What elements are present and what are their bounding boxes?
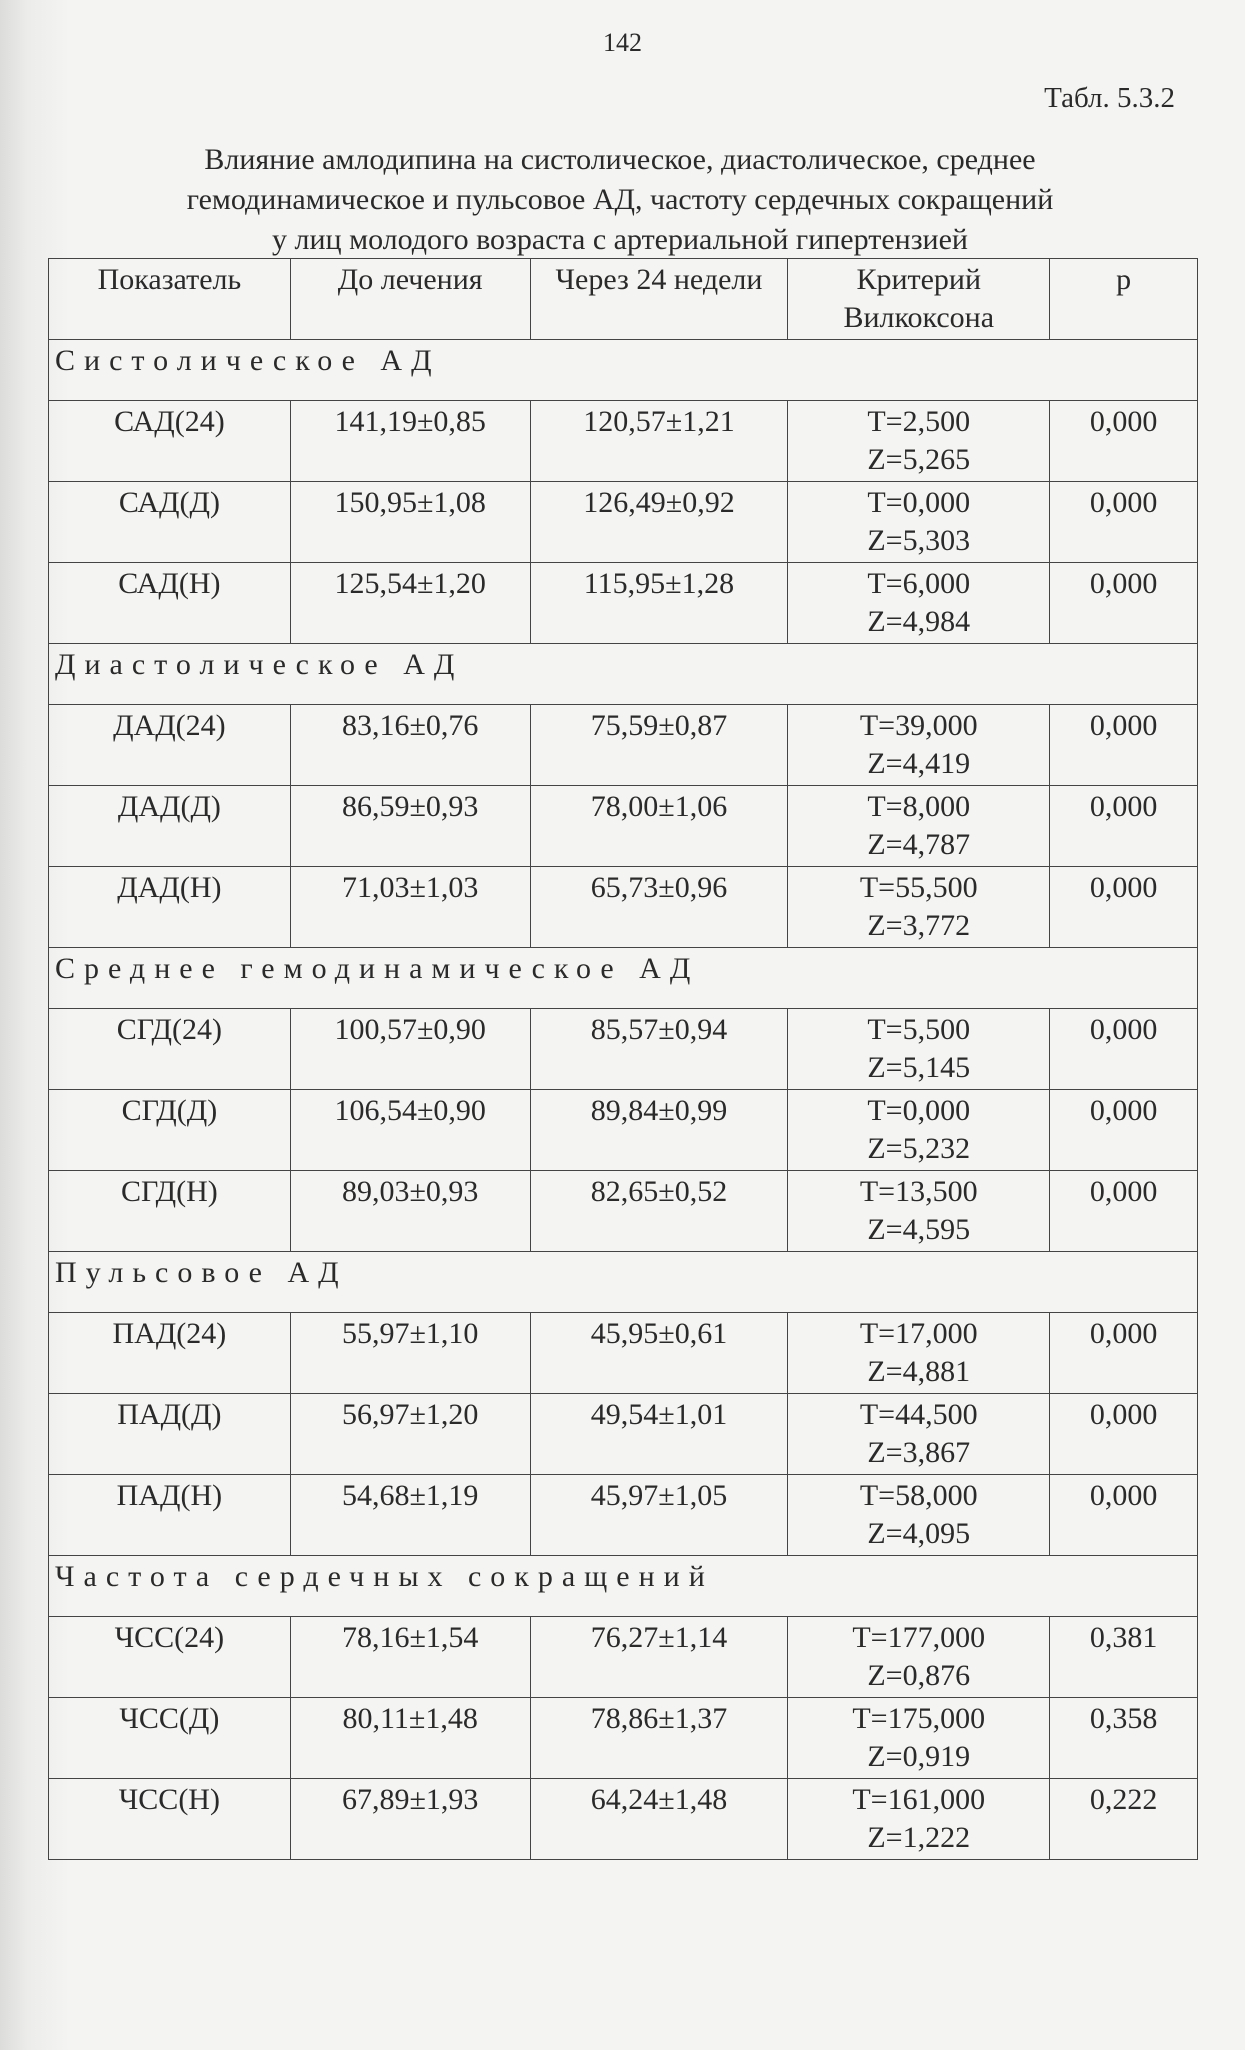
caption-line: Влияние амлодипина на систолическое, диастолическое, среднее [204,143,1036,176]
section-title: Частота сердечных сокращений [49,1556,1198,1617]
after-value-cell: 65,73±0,96 [530,867,788,948]
criterion-z-value: Z=4,095 [867,1517,971,1550]
section-row [49,948,1198,1009]
criterion-cell [788,867,1050,948]
after-value-cell: 75,59±0,87 [530,705,788,786]
criterion-t-value: T=39,000 [859,709,978,742]
criterion-z-value: Z=4,787 [867,828,971,861]
criterion-cell [788,786,1050,867]
p-value-cell: 0,358 [1050,1698,1198,1779]
p-value-cell: 0,000 [1050,1171,1198,1252]
criterion-z-value: Z=5,303 [867,524,971,557]
after-value-cell: 64,24±1,48 [530,1779,788,1860]
before-value-cell: 54,68±1,19 [290,1475,530,1556]
criterion-t-value: T=8,000 [867,790,971,823]
criterion-z-value: Z=5,145 [867,1051,971,1084]
before-value-cell: 89,03±0,93 [290,1171,530,1252]
indicator-cell: СГД(Н) [49,1171,291,1252]
criterion-t-value: T=0,000 [867,486,971,519]
indicator-cell: ПАД(Д) [49,1394,291,1475]
p-value-cell: 0,000 [1050,401,1198,482]
indicator-cell: САД(Н) [49,563,291,644]
table-row [49,1698,1198,1779]
section-row [49,644,1198,705]
criterion-cell [788,1475,1050,1556]
p-value-cell: 0,000 [1050,1475,1198,1556]
criterion-t-value: T=175,000 [852,1702,986,1735]
criterion-t-value: T=58,000 [859,1479,978,1512]
criterion-cell [788,1779,1050,1860]
after-value-cell: 126,49±0,92 [530,482,788,563]
table-row [49,563,1198,644]
section-row [49,340,1198,401]
p-value-cell: 0,000 [1050,482,1198,563]
results-table [48,258,1198,1860]
before-value-cell: 80,11±1,48 [290,1698,530,1779]
p-value-cell: 0,000 [1050,1394,1198,1475]
before-value-cell: 100,57±0,90 [290,1009,530,1090]
criterion-t-value: T=55,500 [859,871,978,904]
table-row [49,1090,1198,1171]
criterion-z-value: Z=3,867 [867,1436,971,1469]
criterion-cell [788,1009,1050,1090]
before-value-cell: 56,97±1,20 [290,1394,530,1475]
after-value-cell: 82,65±0,52 [530,1171,788,1252]
p-value-cell: 0,000 [1050,1090,1198,1171]
criterion-t-value: T=2,500 [867,405,971,438]
indicator-cell: СГД(24) [49,1009,291,1090]
before-value-cell: 141,19±0,85 [290,401,530,482]
column-header-criterion: Критерий Вилкоксона [788,259,1050,340]
table-caption [100,140,1140,260]
criterion-z-value: Z=3,772 [867,909,971,942]
section-title: Систолическое АД [49,340,1198,401]
criterion-z-value: Z=1,222 [867,1821,971,1854]
p-value-cell: 0,000 [1050,563,1198,644]
table-row [49,705,1198,786]
p-value-cell: 0,222 [1050,1779,1198,1860]
indicator-cell: САД(Д) [49,482,291,563]
page-number: 142 [603,28,642,57]
after-value-cell: 120,57±1,21 [530,401,788,482]
criterion-z-value: Z=4,419 [867,747,971,780]
table-header-row [49,259,1198,340]
criterion-cell [788,401,1050,482]
p-value-cell: 0,000 [1050,786,1198,867]
indicator-cell: ДАД(Н) [49,867,291,948]
after-value-cell: 115,95±1,28 [530,563,788,644]
after-value-cell: 76,27±1,14 [530,1617,788,1698]
column-header-p: р [1050,259,1198,340]
table-row [49,401,1198,482]
criterion-z-value: Z=0,919 [867,1740,971,1773]
criterion-cell [788,1698,1050,1779]
before-value-cell: 86,59±0,93 [290,786,530,867]
after-value-cell: 49,54±1,01 [530,1394,788,1475]
p-value-cell: 0,000 [1050,1313,1198,1394]
before-value-cell: 67,89±1,93 [290,1779,530,1860]
indicator-cell: ДАД(Д) [49,786,291,867]
table-row [49,1617,1198,1698]
table-row [49,482,1198,563]
criterion-t-value: T=44,500 [859,1398,978,1431]
table-row [49,867,1198,948]
table-row [49,1313,1198,1394]
criterion-z-value: Z=5,265 [867,443,971,476]
indicator-cell: ЧСС(24) [49,1617,291,1698]
after-value-cell: 89,84±0,99 [530,1090,788,1171]
criterion-z-value: Z=5,232 [867,1132,971,1165]
criterion-t-value: T=5,500 [867,1013,971,1046]
indicator-cell: ДАД(24) [49,705,291,786]
section-title: Пульсовое АД [49,1252,1198,1313]
table-row [49,1475,1198,1556]
criterion-cell [788,482,1050,563]
criterion-t-value: T=177,000 [852,1621,986,1654]
p-value-cell: 0,000 [1050,705,1198,786]
section-row [49,1556,1198,1617]
section-title: Среднее гемодинамическое АД [49,948,1198,1009]
table-row [49,1009,1198,1090]
criterion-t-value: T=6,000 [867,567,971,600]
table-row [49,786,1198,867]
after-value-cell: 78,86±1,37 [530,1698,788,1779]
criterion-t-value: T=13,500 [859,1175,978,1208]
before-value-cell: 150,95±1,08 [290,482,530,563]
section-row [49,1252,1198,1313]
criterion-t-value: T=17,000 [859,1317,978,1350]
table-body [49,340,1198,1860]
p-value-cell: 0,381 [1050,1617,1198,1698]
criterion-t-value: T=161,000 [852,1783,986,1816]
indicator-cell: ПАД(Н) [49,1475,291,1556]
p-value-cell: 0,000 [1050,1009,1198,1090]
before-value-cell: 78,16±1,54 [290,1617,530,1698]
after-value-cell: 45,95±0,61 [530,1313,788,1394]
criterion-t-value: T=0,000 [867,1094,971,1127]
criterion-cell [788,1313,1050,1394]
before-value-cell: 106,54±0,90 [290,1090,530,1171]
table-row [49,1779,1198,1860]
before-value-cell: 71,03±1,03 [290,867,530,948]
before-value-cell: 83,16±0,76 [290,705,530,786]
criterion-z-value: Z=0,876 [867,1659,971,1692]
criterion-cell [788,1394,1050,1475]
column-header-indicator: Показатель [49,259,291,340]
indicator-cell: САД(24) [49,401,291,482]
column-header-before: До лечения [290,259,530,340]
indicator-cell: ПАД(24) [49,1313,291,1394]
p-value-cell: 0,000 [1050,867,1198,948]
table-row [49,1394,1198,1475]
after-value-cell: 78,00±1,06 [530,786,788,867]
criterion-z-value: Z=4,984 [867,605,971,638]
after-value-cell: 45,97±1,05 [530,1475,788,1556]
criterion-z-value: Z=4,595 [867,1213,971,1246]
section-title: Диастолическое АД [49,644,1198,705]
criterion-cell [788,563,1050,644]
after-value-cell: 85,57±0,94 [530,1009,788,1090]
before-value-cell: 125,54±1,20 [290,563,530,644]
criterion-cell [788,705,1050,786]
indicator-cell: СГД(Д) [49,1090,291,1171]
table-label: Табл. 5.3.2 [1044,82,1175,114]
caption-line: гемодинамическое и пульсовое АД, частоту сердечных сокращений [186,183,1054,216]
criterion-cell [788,1171,1050,1252]
column-header-after: Через 24 недели [530,259,788,340]
caption-line: у лиц молодого возраста с артериальной гипертензией [272,223,968,256]
criterion-z-value: Z=4,881 [867,1355,971,1388]
indicator-cell: ЧСС(Д) [49,1698,291,1779]
criterion-cell [788,1617,1050,1698]
indicator-cell: ЧСС(Н) [49,1779,291,1860]
before-value-cell: 55,97±1,10 [290,1313,530,1394]
criterion-cell [788,1090,1050,1171]
table-row [49,1171,1198,1252]
